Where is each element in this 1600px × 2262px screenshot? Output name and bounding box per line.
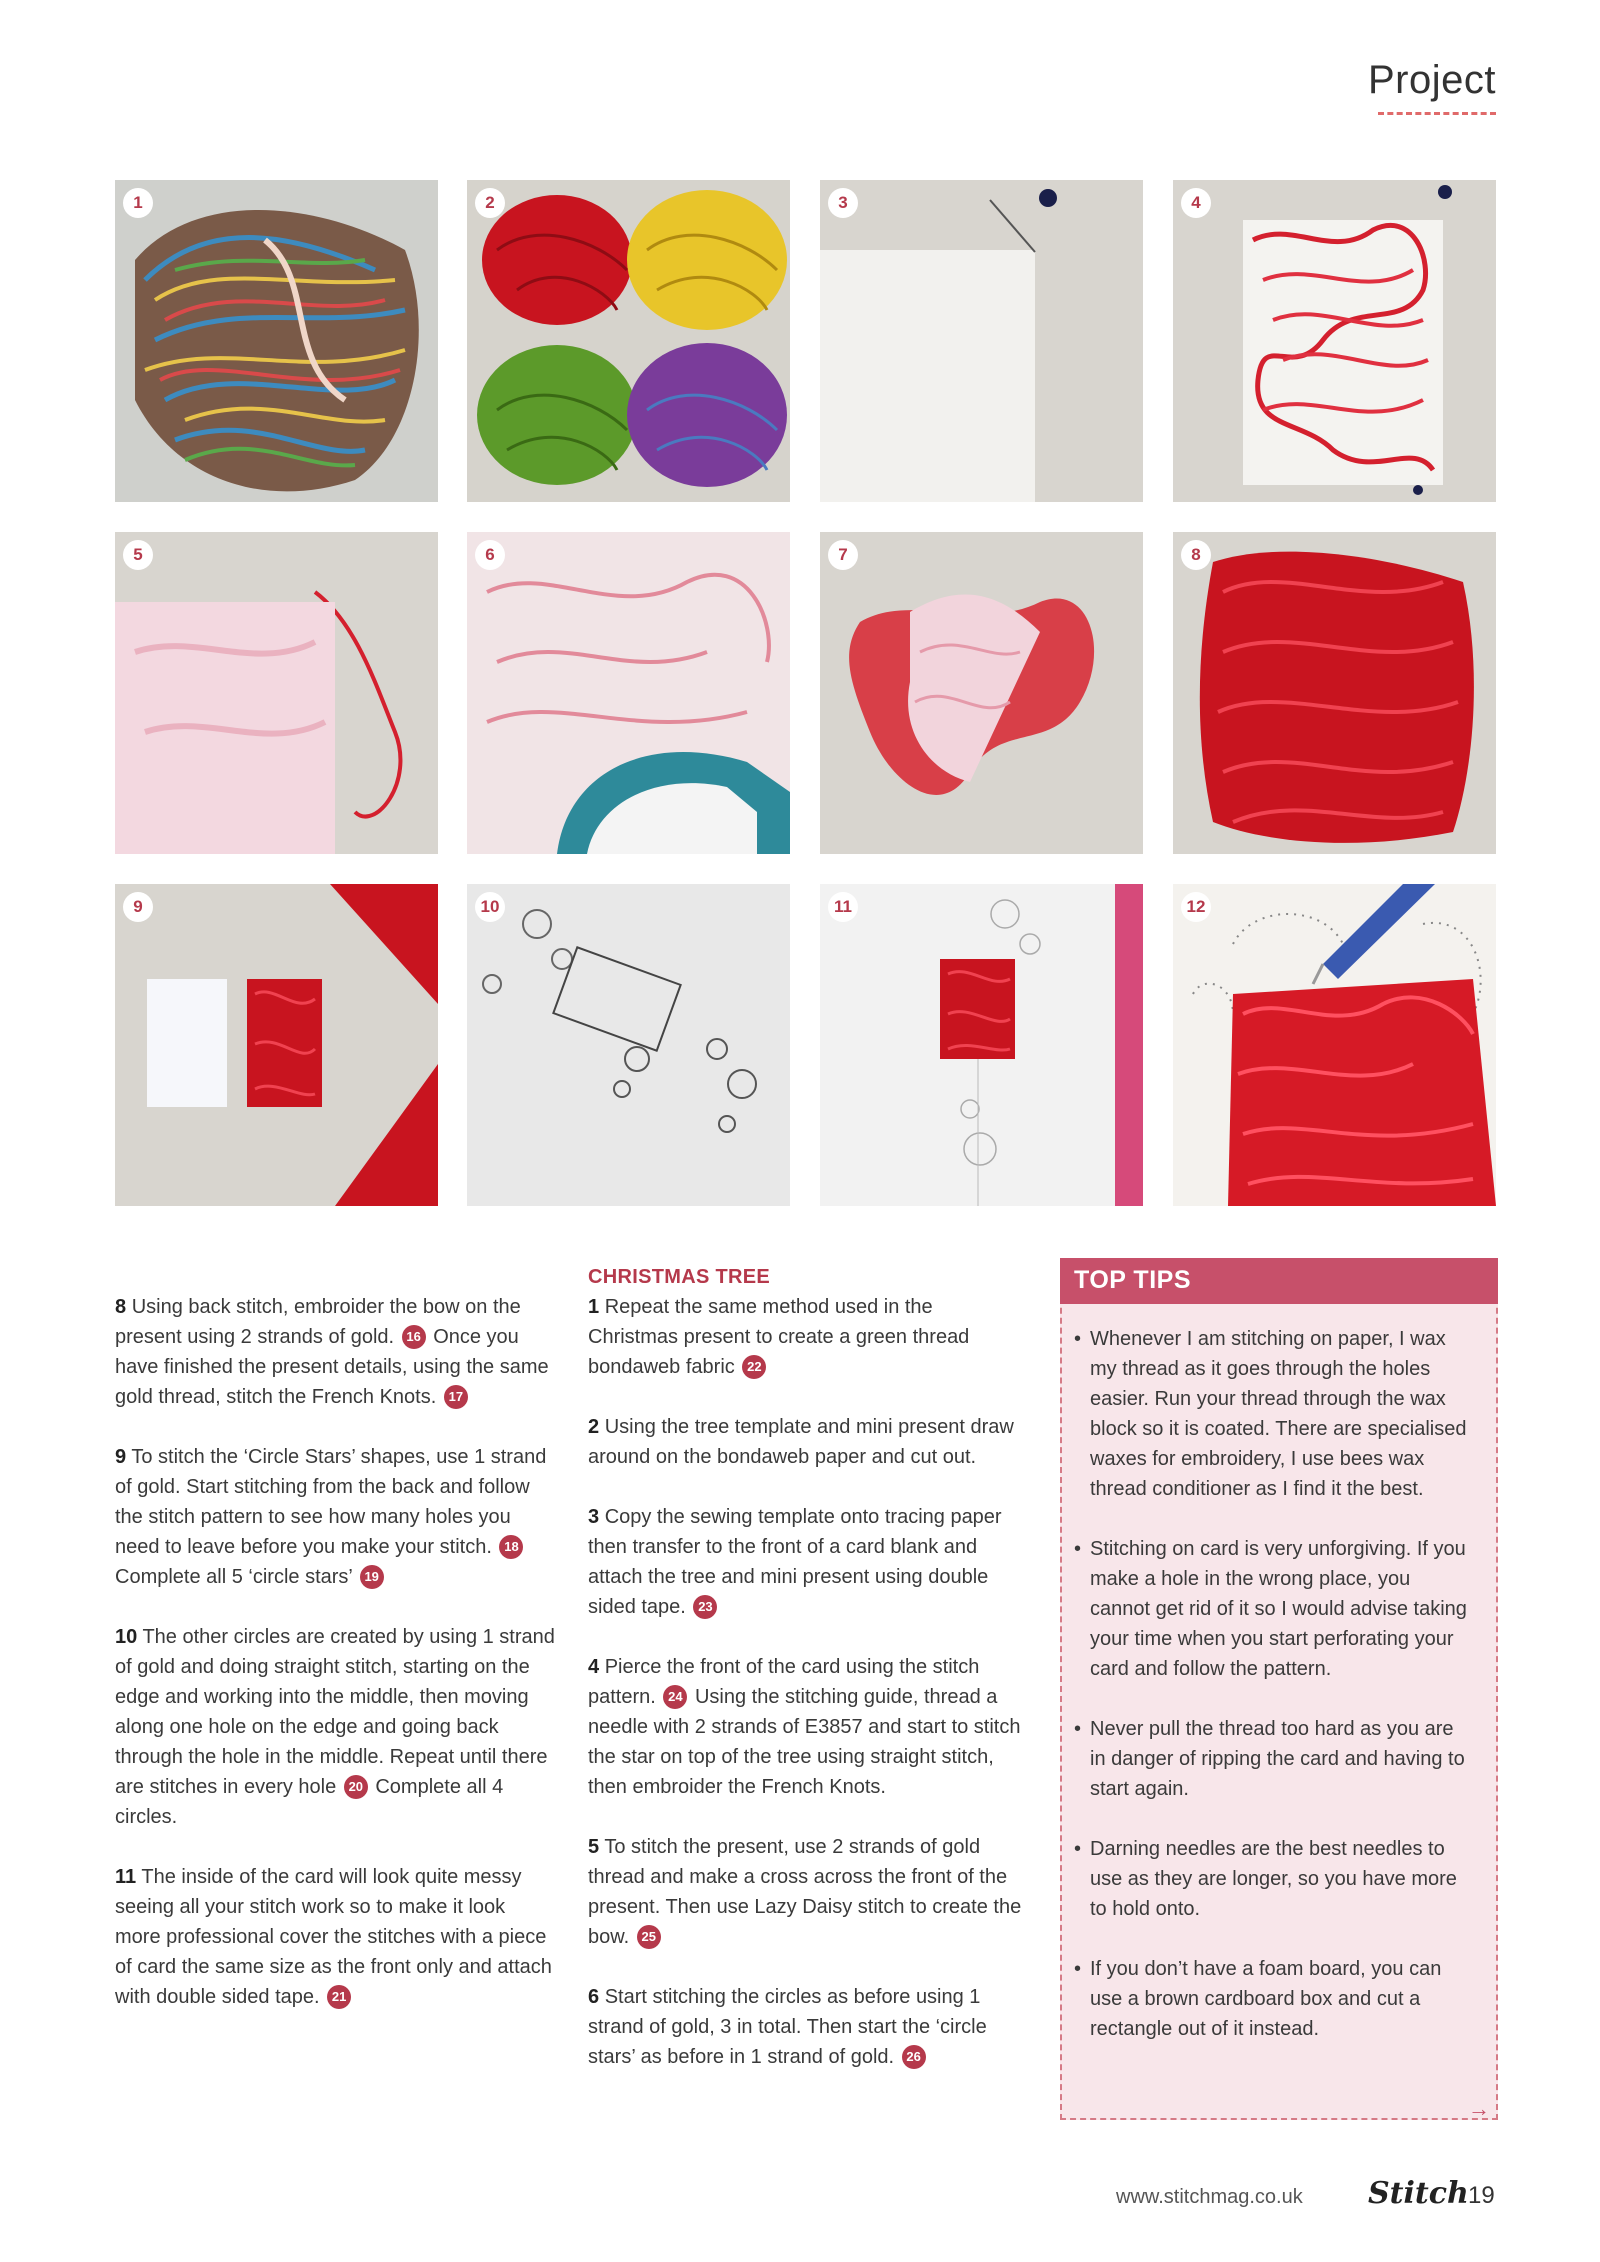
step-text: Using back stitch, embroider the bow on the present using 2 strands of gold. [115,1296,521,1348]
tip-item: • Stitching on card is very unforgiving. If you make a hole in the wrong place, you cannot get rid of it so I would advise taking your time when you start perforating your card and follow the pattern. [1074,1534,1474,1684]
top-tips-list [1074,1324,1474,2074]
bondaweb-sheet-illustration [820,180,1143,502]
step-number: 4 [1181,188,1211,218]
red-thread-on-bondaweb-illustration [1173,180,1496,502]
section-label: Project [1368,58,1496,102]
step-number-text: 5 [588,1836,600,1858]
step-photo-3 [820,180,1143,502]
step-photo-6 [467,532,790,854]
step-number-text: 4 [588,1656,600,1678]
step-paragraph-1 [588,1292,1028,1382]
photo-ref-badge: 16 [402,1325,426,1349]
step-text: Start stitching the circles as before using 1 strand of gold, 3 in total. Then start the ‘circle stars’ as before in 1 strand of gold. [588,1986,987,2068]
step-number: 7 [828,540,858,570]
step-paragraph-8 [115,1292,555,1412]
step-photo-4 [1173,180,1496,502]
card-and-fabric-illustration [115,884,438,1206]
step-photo-8 [1173,532,1496,854]
step-text: Using the tree template and mini present draw around on the bondaweb paper and cut out. [588,1416,1014,1468]
step-text: Once you have finished the present details, using the same gold thread, stitch the French Knots. [115,1326,549,1408]
step-text: Using the stitching guide, thread a needle with 2 strands of E3857 and start to stitch the star on top of the tree using straight stitch, then embroider the French Knots. [588,1686,1021,1798]
step-photo-12 [1173,884,1496,1206]
photo-ref-badge: 22 [742,1355,766,1379]
peeling-paper-illustration [820,532,1143,854]
photo-ref-badge: 19 [360,1565,384,1589]
step-paragraph-2 [588,1412,1028,1472]
step-photo-9 [115,884,438,1206]
step-number-text: 9 [115,1446,127,1468]
step-number-text: 10 [115,1626,138,1648]
step-number: 11 [828,892,858,922]
top-tips-title: TOP TIPS [1060,1258,1498,1304]
thread-piles-illustration [467,180,790,502]
step-number-text: 6 [588,1986,600,2008]
section-heading: CHRISTMAS TREE [588,1266,770,1288]
header-divider [1378,112,1496,115]
step-paragraph-11 [115,1862,555,2012]
photo-ref-badge: 17 [444,1385,468,1409]
step-text: To stitch the present, use 2 strands of gold thread and make a cross across the front of the present. Then use Lazy Daisy stitch to create the bow. [588,1836,1022,1948]
step-paragraph-4 [588,1652,1028,1802]
step-number: 3 [828,188,858,218]
step-paragraph-5 [588,1832,1028,1952]
step-text: Repeat the same method used in the Christmas present to create a green thread bondaweb fabric [588,1296,970,1378]
step-number-text: 2 [588,1416,600,1438]
tip-item: • Whenever I am stitching on paper, I wax my thread as it goes through the holes easier. Run your thread through the wax block so it is coated. There are specialised waxes for embroidery, I use bees wax thread conditioner as I find it the best. [1074,1324,1474,1504]
thread-tangle-illustration [115,180,438,502]
instructions-column-1 [115,1292,555,2042]
step-number: 2 [475,188,505,218]
photo-ref-badge: 26 [902,2045,926,2069]
step-photo-1 [115,180,438,502]
instructions-column-2 [588,1262,1028,2102]
red-thread-fabric-illustration [1173,532,1496,854]
step-number: 12 [1181,892,1211,922]
photo-ref-badge: 18 [499,1535,523,1559]
website-url[interactable]: www.stitchmag.co.uk [1116,2186,1303,2208]
piercing-holes-illustration [1173,884,1496,1206]
step-number: 6 [475,540,505,570]
page-number: 19 [1468,2182,1495,2209]
step-photo-11 [820,884,1143,1206]
step-paragraph-3 [588,1502,1028,1622]
photo-ref-badge: 25 [637,1925,661,1949]
step-text: Complete all 5 ‘circle stars’ [115,1566,353,1588]
paper-cover-illustration [115,532,438,854]
arrow-right-icon: → [1468,2096,1490,2121]
magazine-logo: Stitch [1368,2176,1469,2211]
step-number-text: 11 [115,1866,137,1888]
step-text: The other circles are created by using 1 strand of gold and doing straight stitch, starting on the edge and working into the middle, then moving along one hole on the edge and going back through the hole in the middle. Repeat until there are stitches in every hole [115,1626,555,1798]
step-number-text: 3 [588,1506,600,1528]
step-paragraph-6 [588,1982,1028,2072]
present-on-card-illustration [820,884,1143,1206]
step-text: The inside of the card will look quite messy seeing all your stitch work so to make it look more professional cover the stitches with a piece of card the same size as the front only and attach with double sided tape. [115,1866,552,2008]
step-text: Complete all 4 circles. [115,1776,504,1828]
step-photo-7 [820,532,1143,854]
top-tips-box [1060,1258,1498,2120]
step-paragraph-9 [115,1442,555,1592]
step-number: 8 [1181,540,1211,570]
step-text: Pierce the front of the card using the stitch pattern. [588,1656,980,1708]
tip-item: • If you don’t have a foam board, you can use a brown cardboard box and cut a rectangle out of it instead. [1074,1954,1474,2044]
tip-item: • Never pull the thread too hard as you are in danger of ripping the card and having to start again. [1074,1714,1474,1804]
step-photo-10 [467,884,790,1206]
step-number-text: 1 [588,1296,600,1318]
step-number: 10 [475,892,505,922]
tip-item: • Darning needles are the best needles to use as they are longer, so you have more to hold onto. [1074,1834,1474,1924]
photo-ref-badge: 20 [344,1775,368,1799]
step-photo-2 [467,180,790,502]
photo-ref-badge: 24 [663,1685,687,1709]
step-photo-5 [115,532,438,854]
step-paragraph-10 [115,1622,555,1832]
step-number: 9 [123,892,153,922]
step-text: Copy the sewing template onto tracing paper then transfer to the front of a card blank and attach the tree and mini present using double sided tape. [588,1506,1002,1618]
step-number-text: 8 [115,1296,127,1318]
ironing-illustration [467,532,790,854]
step-number: 1 [123,188,153,218]
photo-ref-badge: 21 [327,1985,351,2009]
photo-ref-badge: 23 [693,1595,717,1619]
step-number: 5 [123,540,153,570]
step-text: To stitch the ‘Circle Stars’ shapes, use 1 strand of gold. Start stitching from the back and follow the stitch pattern to see how many holes you need to leave before you make your stitch. [115,1446,547,1558]
template-illustration [467,884,790,1206]
